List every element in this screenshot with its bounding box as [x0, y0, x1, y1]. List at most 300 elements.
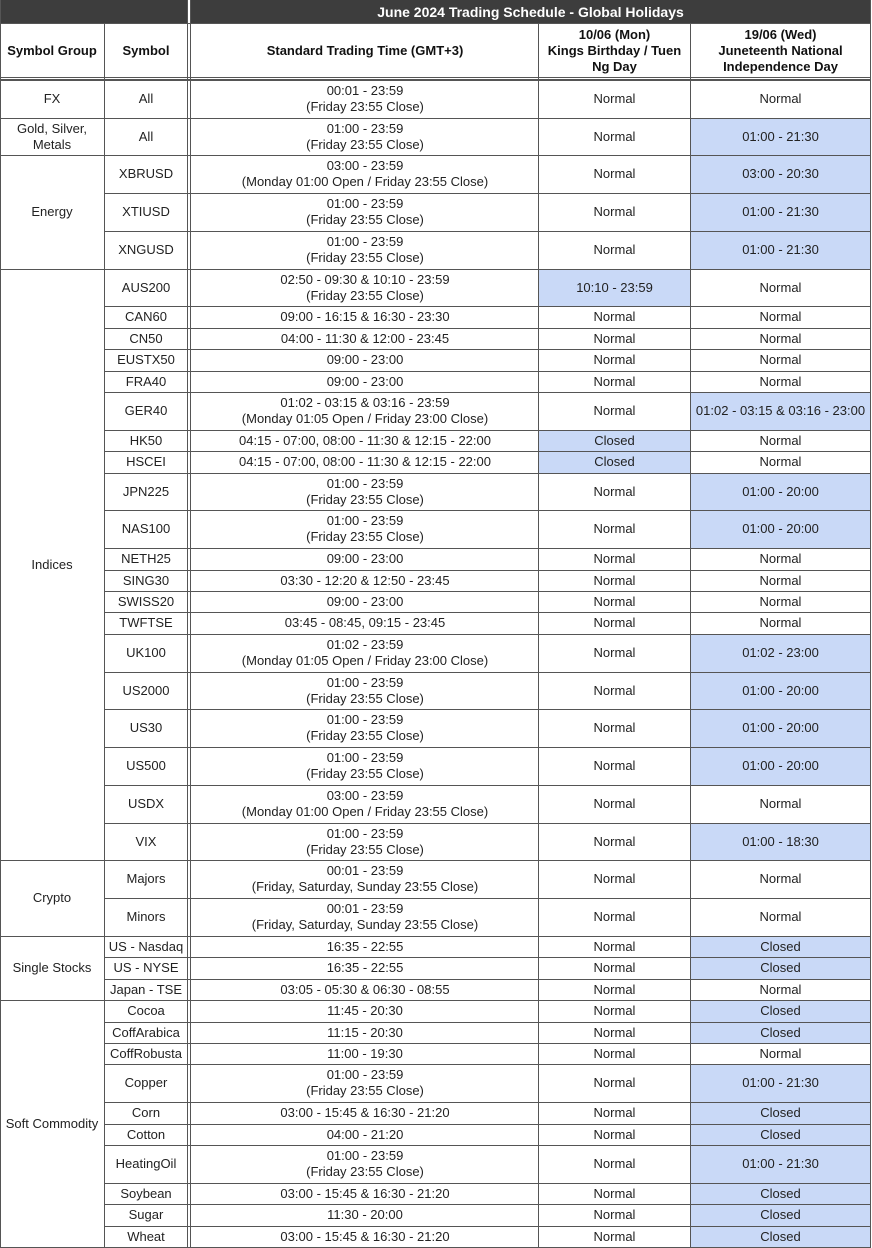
holiday-19-06-cell: [691, 634, 870, 672]
header-holiday-10-06-date: 10/06 (Mon): [578, 26, 651, 42]
symbol-label: AUS200: [121, 279, 171, 295]
trading-hours-note: (Friday 23:55 Close): [306, 1083, 424, 1098]
trading-hours: 11:15 - 20:30: [327, 1024, 403, 1040]
holiday-10-06-cell: [539, 1043, 690, 1064]
holiday-10-06-value: Normal: [593, 1045, 636, 1061]
holiday-19-06-cell: [691, 860, 870, 898]
trading-hours: 01:00 - 23:59: [326, 234, 404, 249]
holiday-10-06-cell: [539, 1064, 690, 1102]
holiday-10-06-cell: [539, 473, 690, 510]
holiday-10-06-value: Normal: [593, 521, 636, 536]
standard-time-cell: [192, 328, 538, 349]
holiday-10-06-value: Normal: [593, 1228, 636, 1244]
holiday-10-06-cell: [539, 392, 690, 430]
symbol-cell-hk50: [105, 430, 187, 451]
trading-hours: 09:00 - 23:00: [326, 373, 404, 389]
holiday-10-06-value: Normal: [593, 242, 636, 257]
symbol-label: CoffRobusta: [109, 1045, 183, 1061]
holiday-10-06-cell: [539, 80, 690, 118]
holiday-10-06-value: Normal: [593, 645, 636, 660]
holiday-19-06-value: Closed: [760, 1126, 801, 1142]
holiday-19-06-cell: [691, 392, 870, 430]
holiday-10-06-value: Normal: [593, 1024, 636, 1040]
standard-time-cell: [192, 709, 538, 747]
row-divider: [105, 392, 870, 393]
holiday-10-06-value: Normal: [593, 682, 636, 698]
holiday-19-06-value: 01:00 - 18:30: [742, 833, 819, 849]
holiday-19-06-cell: [691, 591, 870, 612]
symbol-label: Sugar: [128, 1207, 164, 1222]
row-divider: [105, 1204, 870, 1205]
holiday-19-06-value: 01:00 - 21:30: [742, 242, 819, 257]
holiday-10-06-cell: [539, 371, 690, 392]
row-divider: [105, 430, 870, 431]
holiday-19-06-cell: [691, 510, 870, 548]
symbol-cell-xbrusd: [105, 155, 187, 193]
symbol-cell-all: [105, 80, 187, 118]
symbol-group-label: Soft Commodity: [5, 1115, 99, 1131]
trading-hours: 04:15 - 07:00, 08:00 - 11:30 & 12:15 - 22:00: [238, 454, 491, 469]
symbol-label: HK50: [129, 432, 163, 448]
symbol-label: HeatingOil: [115, 1156, 177, 1171]
symbol-cell-jpn225: [105, 473, 187, 510]
holiday-10-06-value: Closed: [594, 454, 635, 469]
standard-time-cell: [192, 936, 538, 957]
holiday-10-06-value: Normal: [593, 1003, 636, 1018]
trading-hours-note: (Friday 23:55 Close): [306, 529, 424, 544]
symbol-cell-vix: [105, 823, 187, 860]
holiday-19-06-cell: [691, 451, 870, 473]
row-divider: [105, 898, 870, 899]
row-divider: [105, 957, 870, 958]
holiday-19-06-cell: [691, 1102, 870, 1124]
holiday-19-06-value: Closed: [760, 1207, 801, 1222]
holiday-10-06-cell: [539, 1204, 690, 1226]
holiday-10-06-cell: [539, 709, 690, 747]
symbol-label: SING30: [122, 572, 170, 588]
trading-hours-note: (Monday 01:00 Open / Friday 23:55 Close): [241, 804, 489, 819]
row-divider: [105, 785, 870, 786]
symbol-cell-usdx: [105, 785, 187, 823]
standard-time-cell: [192, 785, 538, 823]
standard-time-cell: [192, 155, 538, 193]
row-divider: [105, 328, 870, 329]
trading-hours: 00:01 - 23:59: [326, 863, 404, 878]
symbol-label: CoffArabica: [112, 1024, 180, 1040]
trading-hours: 09:00 - 16:15 & 16:30 - 23:30: [280, 309, 450, 324]
standard-time-cell: [192, 1102, 538, 1124]
symbol-label: US - Nasdaq: [108, 938, 184, 954]
holiday-10-06-value: Normal: [593, 938, 636, 954]
holiday-10-06-value: Normal: [593, 204, 636, 219]
standard-time-cell: [192, 269, 538, 306]
holiday-19-06-value: Normal: [759, 593, 802, 609]
holiday-19-06-value: 01:00 - 20:00: [742, 483, 819, 499]
symbol-label: XTIUSD: [122, 204, 170, 219]
symbol-label: UK100: [126, 645, 166, 660]
header-holiday-19-06-date: 19/06 (Wed): [744, 26, 817, 42]
holiday-10-06-value: Normal: [593, 166, 636, 181]
holiday-19-06-value: Normal: [759, 309, 802, 324]
trading-hours: 03:45 - 08:45, 09:15 - 23:45: [284, 615, 446, 630]
row-divider: [105, 1226, 870, 1227]
standard-time-cell: [192, 510, 538, 548]
holiday-19-06-value: Normal: [759, 454, 802, 469]
row-divider: [0, 1000, 870, 1001]
symbol-cell-coffrobusta: [105, 1043, 187, 1064]
holiday-19-06-value: Normal: [759, 615, 802, 630]
symbol-cell-majors: [105, 860, 187, 898]
row-divider: [0, 79, 870, 80]
holiday-19-06-cell: [691, 473, 870, 510]
standard-time-cell: [192, 672, 538, 709]
holiday-10-06-value: Normal: [593, 373, 636, 389]
symbol-cell-wheat: [105, 1226, 187, 1247]
trading-hours: 03:00 - 23:59: [326, 158, 404, 173]
row-divider: [105, 1145, 870, 1146]
trading-hours-note: (Friday 23:55 Close): [306, 728, 424, 743]
holiday-10-06-cell: [539, 1102, 690, 1124]
holiday-10-06-cell: [539, 1183, 690, 1204]
header-holiday-10-06-name-cont: Ng Day: [592, 58, 637, 74]
holiday-19-06-value: Closed: [760, 1228, 801, 1244]
holiday-10-06-cell: [539, 1124, 690, 1145]
row-divider: [0, 77, 870, 78]
trading-hours-note: (Friday 23:55 Close): [306, 491, 424, 507]
row-divider: [105, 1064, 870, 1065]
trading-hours: 11:45 - 20:30: [327, 1003, 403, 1018]
holiday-10-06-cell: [539, 898, 690, 936]
column-divider: [190, 0, 191, 1248]
holiday-10-06-value: Normal: [593, 330, 636, 346]
holiday-10-06-value: Normal: [593, 833, 636, 849]
trading-hours: 01:00 - 23:59: [326, 1067, 404, 1082]
holiday-10-06-cell: [539, 1145, 690, 1183]
holiday-19-06-cell: [691, 747, 870, 785]
symbol-group-single-stocks: [0, 936, 104, 1000]
symbol-cell-coffarabica: [105, 1022, 187, 1043]
symbol-label: HSCEI: [126, 454, 166, 469]
holiday-10-06-cell: [539, 860, 690, 898]
symbol-cell-copper: [105, 1064, 187, 1102]
row-divider: [0, 23, 870, 24]
header-holiday-19-06-name-cont: Independence Day: [723, 58, 838, 74]
holiday-19-06-value: Normal: [759, 551, 802, 566]
symbol-cell-minors: [105, 898, 187, 936]
holiday-10-06-cell: [539, 1226, 690, 1247]
symbol-group-gold-silver-metals: [0, 118, 104, 155]
holiday-10-06-value: Closed: [594, 432, 635, 448]
holiday-19-06-value: Normal: [759, 352, 802, 367]
holiday-10-06-cell: [539, 231, 690, 269]
holiday-10-06-cell: [539, 328, 690, 349]
symbol-cell-twftse: [105, 612, 187, 634]
holiday-19-06-value: Closed: [760, 1003, 801, 1018]
holiday-10-06-cell: [539, 155, 690, 193]
holiday-19-06-cell: [691, 979, 870, 1000]
holiday-19-06-cell: [691, 785, 870, 823]
column-divider: [187, 0, 188, 1248]
row-divider: [105, 570, 870, 571]
column-divider: [104, 23, 105, 1248]
symbol-cell-xngusd: [105, 231, 187, 269]
symbol-cell-us2000: [105, 672, 187, 709]
trading-hours-note: (Friday 23:55 Close): [306, 690, 424, 706]
holiday-10-06-value: Normal: [593, 1185, 636, 1201]
holiday-10-06-cell: [539, 193, 690, 231]
trading-hours: 03:00 - 15:45 & 16:30 - 21:20: [280, 1185, 450, 1201]
symbol-cell-ger40: [105, 392, 187, 430]
holiday-10-06-value: Normal: [593, 309, 636, 324]
symbol-label: All: [138, 128, 154, 144]
symbol-cell-aus200: [105, 269, 187, 306]
holiday-19-06-cell: [691, 231, 870, 269]
holiday-10-06-cell: [539, 672, 690, 709]
trading-hours-note: (Friday 23:55 Close): [306, 250, 424, 265]
holiday-19-06-value: Normal: [759, 909, 802, 924]
holiday-10-06-value: Normal: [593, 981, 636, 997]
symbol-label: Minors: [126, 909, 166, 924]
holiday-19-06-cell: [691, 709, 870, 747]
column-divider: [870, 0, 871, 1248]
trading-hours: 00:01 - 23:59: [326, 901, 404, 916]
row-divider: [0, 155, 870, 156]
row-divider: [0, 118, 870, 119]
symbol-cell-nas100: [105, 510, 187, 548]
symbol-label: USDX: [127, 796, 165, 811]
holiday-10-06-value: Normal: [593, 909, 636, 924]
symbol-group-fx: [0, 80, 104, 118]
symbol-label: US30: [129, 720, 163, 735]
trading-hours: 16:35 - 22:55: [326, 938, 404, 954]
standard-time-cell: [192, 392, 538, 430]
row-divider: [105, 349, 870, 350]
holiday-10-06-cell: [539, 612, 690, 634]
header-holiday-10-06-name: Kings Birthday / Tuen: [547, 42, 682, 58]
holiday-19-06-cell: [691, 1204, 870, 1226]
symbol-label: US500: [126, 758, 166, 773]
holiday-10-06-cell: [539, 957, 690, 979]
holiday-19-06-cell: [691, 898, 870, 936]
symbol-cell-japan-tse: [105, 979, 187, 1000]
symbol-group-label: Gold, Silver, Metals: [16, 120, 88, 152]
holiday-10-06-value: Normal: [593, 403, 636, 418]
holiday-19-06-cell: [691, 1064, 870, 1102]
standard-time-cell: [192, 193, 538, 231]
symbol-cell-soybean: [105, 1183, 187, 1204]
standard-time-cell: [192, 570, 538, 591]
standard-time-cell: [192, 1022, 538, 1043]
header-symbol: Symbol: [122, 42, 170, 58]
row-divider: [105, 473, 870, 474]
trading-hours-note: (Friday, Saturday, Sunday 23:55 Close): [251, 917, 479, 932]
symbol-group-label: Single Stocks: [12, 960, 92, 975]
trading-hours: 03:00 - 15:45 & 16:30 - 21:20: [280, 1105, 450, 1120]
header-holiday-19-06-name: Juneteenth National: [718, 42, 843, 58]
symbol-label: Cotton: [126, 1126, 166, 1142]
holiday-19-06-cell: [691, 80, 870, 118]
symbol-cell-us-nyse: [105, 957, 187, 979]
row-divider: [105, 193, 870, 194]
holiday-19-06-value: Closed: [760, 938, 801, 954]
holiday-19-06-value: 01:00 - 20:00: [742, 758, 819, 773]
standard-time-cell: [192, 451, 538, 473]
symbol-cell-cotton: [105, 1124, 187, 1145]
holiday-19-06-cell: [691, 349, 870, 371]
symbol-label: GER40: [124, 403, 168, 418]
holiday-10-06-value: Normal: [593, 615, 636, 630]
holiday-10-06-value: Normal: [593, 758, 636, 773]
row-divider: [105, 1022, 870, 1023]
standard-time-cell: [192, 1043, 538, 1064]
holiday-10-06-value: Normal: [593, 91, 636, 106]
standard-time-cell: [192, 823, 538, 860]
holiday-19-06-cell: [691, 193, 870, 231]
symbol-label: NAS100: [121, 521, 171, 536]
standard-time-cell: [192, 898, 538, 936]
standard-time-cell: [192, 118, 538, 155]
trading-hours-note: (Friday, Saturday, Sunday 23:55 Close): [251, 879, 479, 894]
header-holiday-19-06: [691, 24, 870, 77]
holiday-19-06-value: 01:02 - 03:15 & 03:16 - 23:00: [695, 403, 866, 418]
holiday-19-06-value: Normal: [759, 91, 802, 106]
row-divider: [0, 860, 870, 861]
symbol-group-label: Energy: [31, 204, 73, 219]
symbol-label: XBRUSD: [118, 166, 174, 181]
holiday-19-06-value: Normal: [759, 373, 802, 389]
trading-hours-note: (Friday 23:55 Close): [306, 841, 424, 857]
standard-time-cell: [192, 306, 538, 328]
symbol-cell-sugar: [105, 1204, 187, 1226]
holiday-19-06-cell: [691, 328, 870, 349]
trading-hours: 01:00 - 23:59: [326, 712, 404, 727]
symbol-label: JPN225: [122, 483, 170, 499]
row-divider: [105, 672, 870, 673]
holiday-19-06-cell: [691, 269, 870, 306]
symbol-cell-neth25: [105, 548, 187, 570]
symbol-group-label: Crypto: [32, 890, 72, 905]
standard-time-cell: [192, 1124, 538, 1145]
holiday-19-06-value: Normal: [759, 330, 802, 346]
holiday-10-06-cell: [539, 510, 690, 548]
holiday-10-06-cell: [539, 430, 690, 451]
trading-hours: 04:00 - 21:20: [326, 1126, 404, 1142]
holiday-10-06-value: Normal: [593, 483, 636, 499]
row-divider: [105, 612, 870, 613]
standard-time-cell: [192, 371, 538, 392]
header-standard-trading-time: Standard Trading Time (GMT+3): [266, 42, 464, 58]
symbol-label: FRA40: [125, 373, 167, 389]
holiday-10-06-value: Normal: [593, 352, 636, 367]
symbol-cell-swiss20: [105, 591, 187, 612]
row-divider: [105, 1102, 870, 1103]
symbol-label: Soybean: [120, 1185, 172, 1201]
holiday-10-06-cell: [539, 570, 690, 591]
holiday-10-06-value: Normal: [593, 796, 636, 811]
holiday-19-06-cell: [691, 430, 870, 451]
holiday-19-06-value: Normal: [759, 1045, 802, 1061]
holiday-10-06-cell: [539, 349, 690, 371]
standard-time-cell: [192, 979, 538, 1000]
trading-hours: 01:00 - 23:59: [326, 1148, 404, 1163]
holiday-10-06-value: Normal: [593, 1126, 636, 1142]
holiday-10-06-value: Normal: [593, 128, 636, 144]
trading-hours-note: (Monday 01:05 Open / Friday 23:00 Close): [241, 411, 489, 426]
holiday-10-06-value: 10:10 - 23:59: [576, 279, 653, 295]
holiday-10-06-cell: [539, 634, 690, 672]
holiday-10-06-cell: [539, 785, 690, 823]
holiday-19-06-cell: [691, 1022, 870, 1043]
symbol-group-indices: [0, 269, 104, 860]
holiday-10-06-value: Normal: [593, 1156, 636, 1171]
symbol-label: XNGUSD: [118, 242, 174, 257]
symbol-cell-cn50: [105, 328, 187, 349]
symbol-cell-uk100: [105, 634, 187, 672]
standard-time-cell: [192, 591, 538, 612]
holiday-10-06-cell: [539, 591, 690, 612]
holiday-10-06-value: Normal: [593, 871, 636, 886]
row-divider: [0, 269, 870, 270]
trading-hours: 00:01 - 23:59: [326, 83, 404, 98]
row-divider: [105, 451, 870, 452]
trading-hours: 09:00 - 23:00: [326, 352, 404, 367]
holiday-10-06-value: Normal: [593, 1105, 636, 1120]
trading-hours-note: (Friday 23:55 Close): [306, 287, 424, 303]
symbol-label: Copper: [124, 1075, 168, 1090]
holiday-19-06-value: Normal: [759, 871, 802, 886]
row-divider: [105, 371, 870, 372]
holiday-19-06-cell: [691, 118, 870, 155]
trading-hours: 11:30 - 20:00: [327, 1207, 403, 1222]
symbol-cell-xtiusd: [105, 193, 187, 231]
trading-hours: 01:00 - 23:59: [326, 674, 404, 690]
holiday-19-06-value: Normal: [759, 981, 802, 997]
trading-hours: 02:50 - 09:30 & 10:10 - 23:59: [280, 271, 450, 287]
holiday-10-06-value: Normal: [593, 720, 636, 735]
table-title: June 2024 Trading Schedule - Global Holidays: [191, 0, 870, 23]
symbol-label: NETH25: [121, 551, 171, 566]
symbol-cell-corn: [105, 1102, 187, 1124]
symbol-label: Japan - TSE: [109, 981, 183, 997]
holiday-19-06-value: Normal: [759, 572, 802, 588]
standard-time-cell: [192, 957, 538, 979]
symbol-cell-can60: [105, 306, 187, 328]
standard-time-cell: [192, 1226, 538, 1247]
symbol-cell-us30: [105, 709, 187, 747]
trading-hours-note: (Friday 23:55 Close): [306, 136, 424, 152]
holiday-10-06-cell: [539, 936, 690, 957]
holiday-10-06-value: Normal: [593, 593, 636, 609]
row-divider: [0, 936, 870, 937]
holiday-10-06-cell: [539, 979, 690, 1000]
trading-hours: 03:00 - 23:59: [326, 788, 404, 803]
trading-hours: 01:00 - 23:59: [326, 750, 404, 765]
symbol-label: CAN60: [125, 309, 167, 324]
holiday-19-06-cell: [691, 672, 870, 709]
standard-time-cell: [192, 1064, 538, 1102]
row-divider: [105, 634, 870, 635]
holiday-19-06-cell: [691, 1145, 870, 1183]
symbol-group-label: FX: [43, 91, 61, 106]
holiday-19-06-cell: [691, 548, 870, 570]
standard-time-cell: [192, 1204, 538, 1226]
holiday-10-06-cell: [539, 1000, 690, 1022]
symbol-label: All: [138, 91, 154, 106]
standard-time-cell: [192, 860, 538, 898]
symbol-group-crypto: [0, 860, 104, 936]
holiday-19-06-value: 01:00 - 21:30: [742, 128, 819, 144]
holiday-19-06-cell: [691, 371, 870, 392]
